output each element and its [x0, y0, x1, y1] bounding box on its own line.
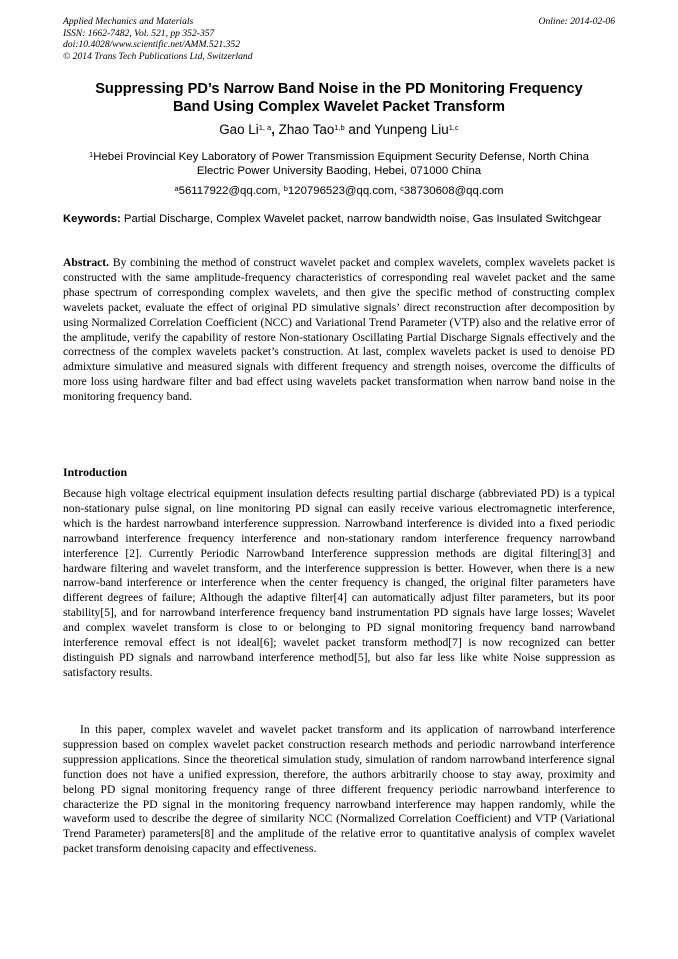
journal-header	[63, 16, 615, 62]
email-c: 38730608@qq.com	[403, 185, 504, 197]
copyright-line: © 2014 Trans Tech Publications Ltd, Switzerland	[63, 50, 253, 62]
author-3: Yunpeng Liu	[374, 122, 449, 137]
author-emails	[55, 184, 623, 198]
title-line-1: Suppressing PD’s Narrow Band Noise in the PD Monitoring Frequency	[95, 81, 583, 97]
author-separator: ,	[271, 122, 275, 137]
introduction-paragraph-2: In this paper, complex wavelet and wavelet packet transform and its application of narrowband interference suppression based on complex wavelet packet construction research methods and periodic narrowband interference suppression applications. Since the theoretical simulation study, simulation of random narrowband interference signal function does not have a unified expression, therefore, the authors arbitrarily choose to stay away, proximity and belong PD signal monitoring frequency range of three different frequency periodic narrowband interference to characterize the PD signal in the monitoring frequency narrowband interference may happen randomly, while the waveform used to describe the degree of similarity NCC (Normalized Correlation Coefficient) and VTP (Variational Trend Parameter) parameters[8] and the amplitude of the relative error to quantitative analysis of complex wavelet packet transform denoising capacity and effectiveness.	[63, 723, 615, 856]
author-list	[55, 122, 623, 138]
author-1: Gao Li	[219, 122, 259, 137]
email-a: 56117922@qq.com,	[178, 185, 284, 197]
author-3-superscript: 1,c	[448, 123, 459, 132]
email-b-superscript: b	[283, 184, 288, 193]
email-a-superscript: a	[174, 184, 179, 193]
journal-name: Applied Mechanics and Materials	[63, 16, 194, 27]
affiliation-line-2: Electric Power University Baoding, Hebei, 071000 China	[196, 165, 482, 178]
author-2-superscript: 1,b	[334, 123, 345, 132]
keywords	[63, 212, 615, 227]
title-line-2: Band Using Complex Wavelet Packet Transform	[173, 98, 505, 115]
affiliation-superscript: 1	[89, 150, 94, 159]
doi-line: doi:10.4028/www.scientific.net/AMM.521.352	[63, 39, 241, 50]
author-2: Zhao Tao	[274, 122, 335, 137]
issn-line: ISSN: 1662-7482, Vol. 521, pp 352-357	[63, 27, 215, 39]
paper-title	[55, 81, 623, 116]
author-1-superscript: 1, a	[258, 123, 272, 132]
abstract-label: Abstract.	[63, 256, 110, 269]
affiliation-line-1: Hebei Provincial Key Laboratory of Power Transmission Equipment Security Defense, North China	[93, 151, 589, 163]
section-heading-introduction: Introduction	[63, 465, 128, 479]
online-date: Online: 2014-02-06	[538, 16, 615, 27]
email-b: 120796523@qq.com,	[287, 185, 401, 197]
keywords-text: Partial Discharge, Complex Wavelet packet, narrow bandwidth noise, Gas Insulated Switchgear	[120, 213, 602, 225]
email-c-superscript: c	[400, 184, 404, 193]
introduction-paragraph-1: Because high voltage electrical equipment insulation defects resulting partial discharge (abbreviated PD) is a typical non-stationary pulse signal, on line monitoring PD signal can easily receive various electromagnetic interference, which is the hardest narrowband interference suppression. Narrowband interference is divided into a fixed periodic narrowband interference frequency interference and non-stationary random interference frequency narrowband interference [2]. Currently Periodic Narrowband Interference suppression methods are digital filtering[3] and hardware filtering and wavelet transform, and the interference suppression is better. However, when there is a new narrow-band interference or interference when the center frequency is changed, the original filter parameters have different degrees of failure; Although the adaptive filter[4] can automatically adjust filter parameters, but its poor stability[5], and for narrowband interference frequency band instrumentation PD signals have large losses; Wavelet and complex wavelet transform is close to or belonging to PD signal monitoring frequency band narrowband interference removal effect is not ideal[6]; wavelet packet transform method[7] is now recognized can better distinguish PD signals and narrowband interference method[5], but also far less like white Noise suppression as satisfactory results.	[63, 487, 615, 679]
abstract	[63, 256, 615, 405]
abstract-text: By combining the method of construct wavelet packet and complex wavelets, complex wavelets packet is constructed with the same amplitude-frequency characteristics of corresponding real wavelet packet and the same phase spectrum of corresponding complex wavelets, and then give the specific method of constructing complex wavelets packet, evaluate the effect of original PD simulative signals’ direct reconstruction after decomposition by using Normalized Correlation Coefficient (NCC) and Variational Trend Parameter (VTP) also and the relative error of the amplitude, verify the capability of restore Non-stationary Oscillating Partial Discharge Signals effectively and the correctness of the complex wavelets packet’s construction. At last, complex wavelets packet is used to denoise PD admixture simulative and measured signals with different frequency and strength noises, overcome the difficults of more loss using hardware filter and bad effect using wavelets packet transformation when narrow band noise in the monitoring frequency band.	[63, 256, 615, 404]
affiliation	[55, 150, 623, 179]
keywords-label: Keywords:	[63, 213, 121, 225]
author-and: and	[344, 122, 375, 137]
